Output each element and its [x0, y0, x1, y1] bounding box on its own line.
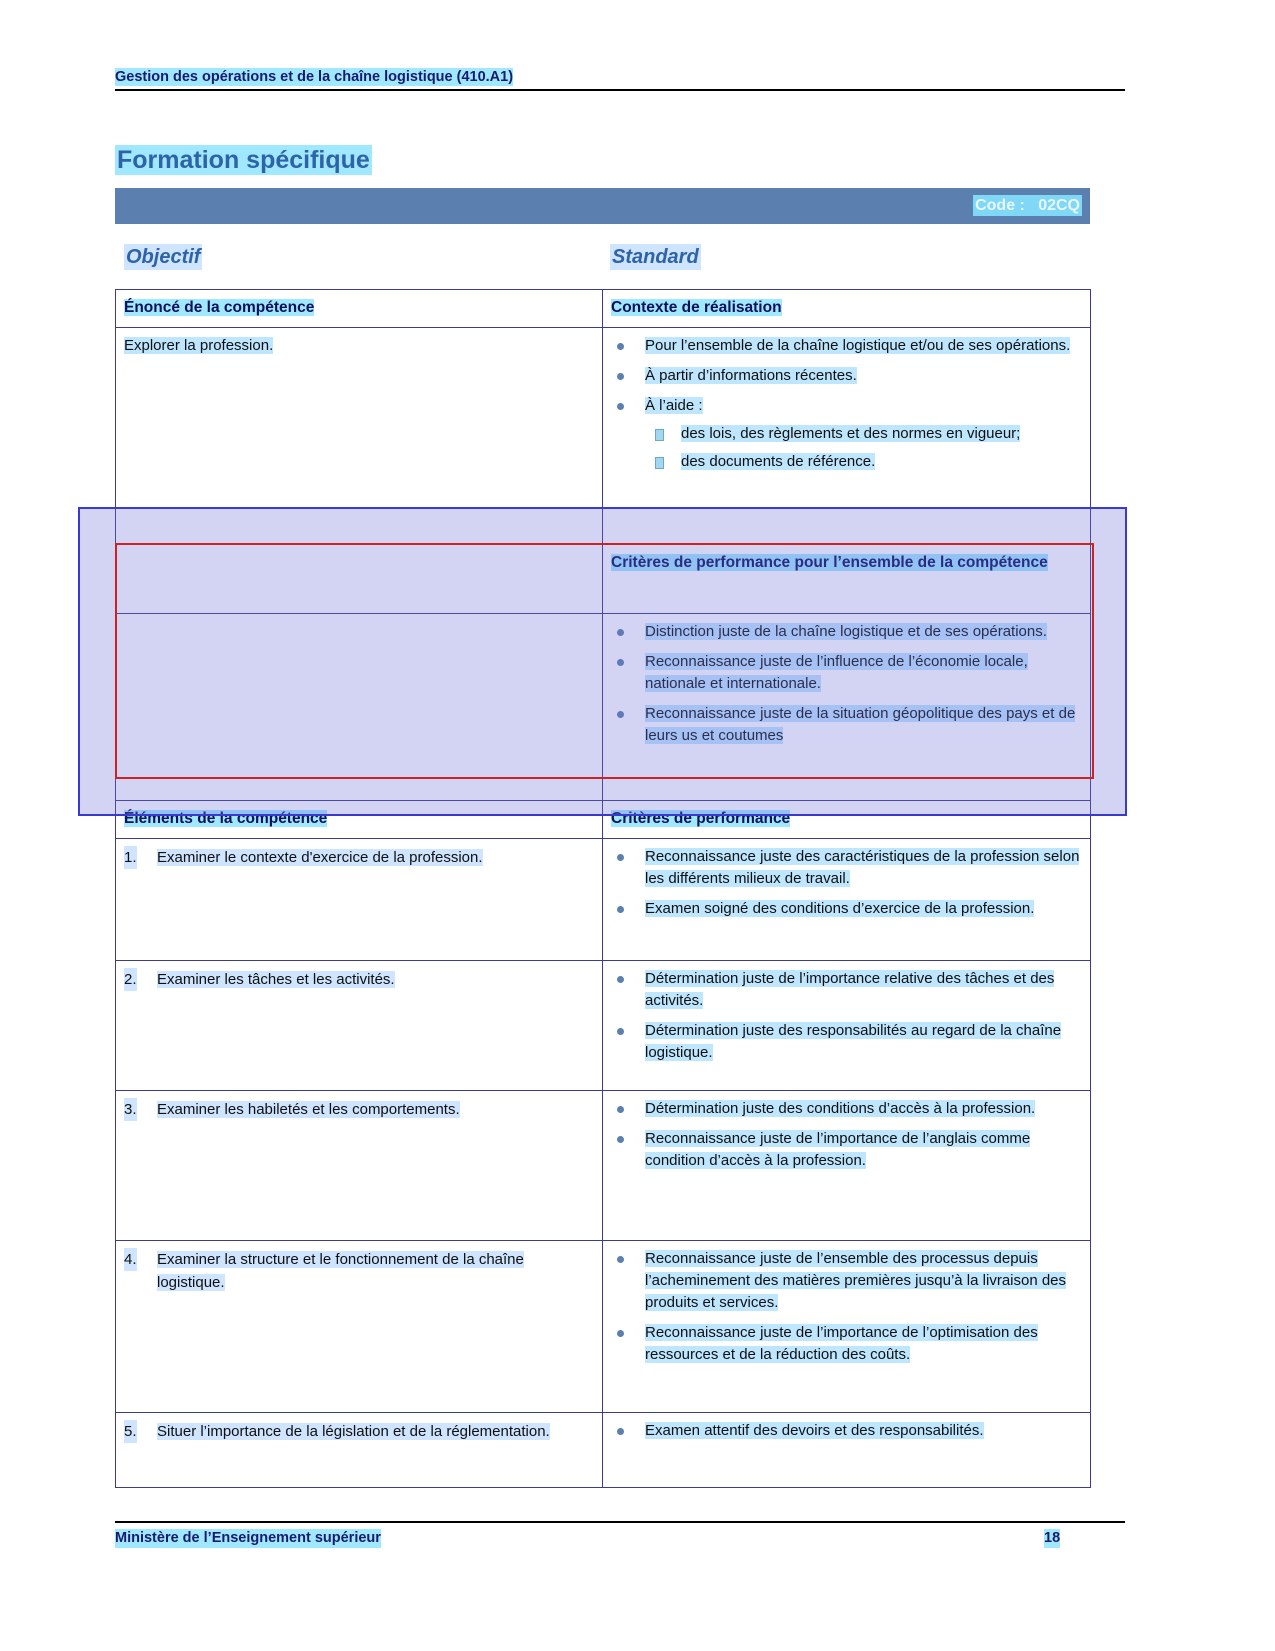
- list-item: À partir d’informations récentes.: [611, 365, 1082, 387]
- table-row: [116, 801, 1091, 839]
- cell-contexte-heading: [603, 290, 1091, 328]
- enonce-heading: Énoncé de la compétence: [124, 299, 315, 316]
- list-item: Reconnaissance juste de l’importance de l’anglais comme condition d’accès à la profession.: [611, 1128, 1082, 1172]
- cell-enonce-heading: [116, 290, 603, 328]
- list-item: Détermination juste des conditions d’accès à la profession.: [611, 1098, 1082, 1120]
- enonce-text: Explorer la profession.: [124, 337, 274, 354]
- cell-elements-heading: [116, 801, 603, 839]
- criteres-list: [611, 1420, 1082, 1442]
- list-item: Détermination juste de l’importance relative des tâches et des activités.: [611, 968, 1082, 1012]
- list-item: Examen soigné des conditions d’exercice de la profession.: [611, 898, 1082, 920]
- cell-enonce-text: [116, 328, 603, 545]
- criteres-ensemble-heading: Critères de performance pour l’ensemble de la compétence: [611, 554, 1048, 571]
- cell-element-2: [116, 961, 603, 1091]
- cell-contexte-bullets: [603, 328, 1091, 545]
- cell-element-5: [116, 1413, 603, 1488]
- competency-table: [115, 289, 1091, 1488]
- table-row: [116, 1413, 1091, 1488]
- footer-ministry: Ministère de l’Enseignement supérieur: [115, 1530, 381, 1546]
- cell-criteres-2: [603, 961, 1091, 1091]
- page-title: Formation spécifique: [117, 146, 370, 174]
- criteres-list: [611, 846, 1082, 920]
- criteres-list: [611, 1248, 1082, 1366]
- header-program-title: Gestion des opérations et de la chaîne logistique (410.A1): [115, 69, 514, 85]
- element-item: 1. Examiner le contexte d'exercice de la profession.: [124, 846, 594, 869]
- table-row: [116, 290, 1091, 328]
- competency-code: Code : 02CQ: [975, 197, 1080, 214]
- table-row: [116, 328, 1091, 545]
- list-item: Pour l’ensemble de la chaîne logistique et/ou de ses opérations.: [611, 335, 1082, 357]
- element-item: 2. Examiner les tâches et les activités.: [124, 968, 594, 991]
- elements-heading: Éléments de la compétence: [124, 810, 328, 827]
- list-item: Examen attentif des devoirs et des responsabilités.: [611, 1420, 1082, 1442]
- cell-criteres-heading: [603, 801, 1091, 839]
- contexte-bullet-list: [611, 335, 1082, 473]
- criteres-list: [611, 968, 1082, 1064]
- table-row: [116, 1241, 1091, 1413]
- cell-empty-left: [116, 545, 603, 614]
- header-divider: [115, 89, 1125, 91]
- cell-criteres-4: [603, 1241, 1091, 1413]
- element-item: 5. Situer l’importance de la législation et de la réglementation.: [124, 1420, 594, 1443]
- contexte-sub-bullet-list: [645, 423, 1082, 473]
- cell-criteres-3: [603, 1091, 1091, 1241]
- list-item: Reconnaissance juste de la situation géopolitique des pays et de leurs us et coutumes: [611, 703, 1082, 747]
- list-item: Reconnaissance juste de l’ensemble des processus depuis l’acheminement des matières premières jusqu’à la livraison des produits et services.: [611, 1248, 1082, 1314]
- code-bar: [115, 188, 1090, 224]
- table-row: [116, 961, 1091, 1091]
- list-item: Reconnaissance juste de l’importance de l’optimisation des ressources et de la réduction des coûts.: [611, 1322, 1082, 1366]
- element-item: 3. Examiner les habiletés et les comportements.: [124, 1098, 594, 1121]
- cell-element-3: [116, 1091, 603, 1241]
- table-row: [116, 545, 1091, 614]
- column-heading-objectif: Objectif: [126, 246, 201, 268]
- cell-element-4: [116, 1241, 603, 1413]
- cell-criteres-5: [603, 1413, 1091, 1488]
- criteres-ensemble-bullet-list: [611, 621, 1082, 747]
- element-item: 4. Examiner la structure et le fonctionnement de la chaîne logistique.: [124, 1248, 594, 1294]
- cell-criteres-ensemble-heading: [603, 545, 1091, 614]
- cell-element-1: [116, 839, 603, 961]
- table-row: [116, 1091, 1091, 1241]
- footer-divider: [115, 1521, 1125, 1523]
- cell-empty-left-2: [116, 614, 603, 801]
- list-item: À l’aide : des lois, des règlements et des normes en vigueur; des documents de référence.: [611, 395, 1082, 473]
- criteres-list: [611, 1098, 1082, 1172]
- cell-criteres-ensemble-bullets: [603, 614, 1091, 801]
- list-item: Reconnaissance juste de l’influence de l’économie locale, nationale et internationale.: [611, 651, 1082, 695]
- list-item: Détermination juste des responsabilités au regard de la chaîne logistique.: [611, 1020, 1082, 1064]
- contexte-heading: Contexte de réalisation: [611, 299, 782, 316]
- criteres-heading: Critères de performance: [611, 810, 791, 827]
- table-row: [116, 839, 1091, 961]
- footer-page-number: 18: [1044, 1530, 1061, 1546]
- list-item: des documents de référence.: [645, 451, 1082, 473]
- list-item: des lois, des règlements et des normes en vigueur;: [645, 423, 1082, 445]
- cell-criteres-1: [603, 839, 1091, 961]
- page-header: [115, 68, 1125, 91]
- list-item: Distinction juste de la chaîne logistique et de ses opérations.: [611, 621, 1082, 643]
- list-item: Reconnaissance juste des caractéristiques de la profession selon les différents milieux de travail.: [611, 846, 1082, 890]
- column-heading-standard: Standard: [612, 246, 699, 268]
- table-row: [116, 614, 1091, 801]
